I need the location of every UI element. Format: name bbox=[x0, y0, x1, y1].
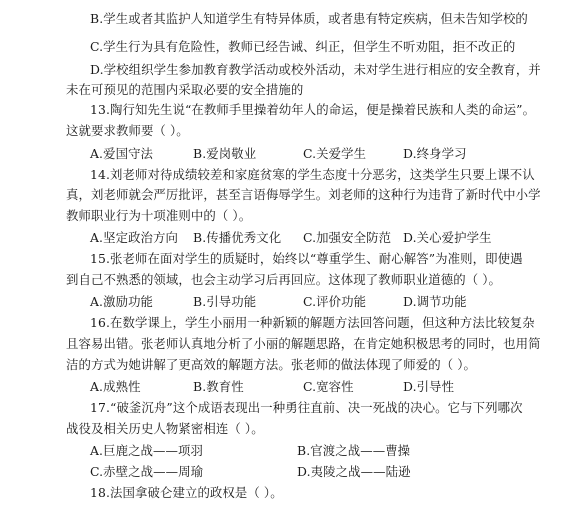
q14-option-c: C.加强安全防范 bbox=[303, 230, 392, 245]
q13-option-d: D.终身学习 bbox=[403, 146, 467, 161]
q17-stem: 17.“破釜沉舟”这个成语表现出一种勇往直前、决一死战的决心。它与下列哪次 bbox=[90, 400, 523, 415]
q15-option-d: D.调节功能 bbox=[403, 294, 467, 309]
q16-option-a: A.成熟性 bbox=[90, 379, 141, 394]
q15-stem-continued: 到自己不熟悉的领域，也会主动学习后再回应。这体现了教师职业道德的（ ）。 bbox=[66, 272, 502, 287]
q12-option-d-continued: 未在可预见的范围内采取必要的安全措施的 bbox=[66, 82, 304, 97]
q14-stem: 14.刘老师对待成绩较差和家庭贫寒的学生态度十分恶劣，这类学生只要上课不认 bbox=[90, 167, 535, 182]
q14-stem-continued-2: 教师职业行为十项准则中的（ ）。 bbox=[66, 208, 252, 223]
q18-stem: 18.法国拿破仑建立的政权是（ ）。 bbox=[90, 485, 283, 500]
q16-stem-continued-2: 洁的方式为她讲解了更高效的解题方法。张老师的做法体现了师爱的（ ）。 bbox=[66, 357, 477, 372]
q12-option-b: B.学生或者其监护人知道学生有特异体质，或者患有特定疾病，但未告知学校的 bbox=[90, 11, 528, 26]
q12-option-d: D.学校组织学生参加教育教学活动或校外活动，未对学生进行相应的安全教育，并 bbox=[90, 62, 541, 77]
q17-option-a: A.巨鹿之战——项羽 bbox=[90, 443, 204, 458]
q16-stem-continued-1: 且容易出错。张老师认真地分析了小丽的解题思路，在肯定她积极思考的同时，也用简 bbox=[66, 336, 541, 351]
q17-option-c: C.赤壁之战——周瑜 bbox=[90, 464, 204, 479]
q14-option-d: D.关心爱护学生 bbox=[403, 230, 492, 245]
q15-option-c: C.评价功能 bbox=[303, 294, 367, 309]
q17-option-b: B.官渡之战——曹操 bbox=[297, 443, 411, 458]
q13-option-b: B.爱岗敬业 bbox=[193, 146, 257, 161]
q13-option-c: C.关爱学生 bbox=[303, 146, 367, 161]
q13-stem-continued: 这就要求教师要（ ）。 bbox=[66, 123, 189, 138]
q14-option-b: B.传播优秀文化 bbox=[193, 230, 282, 245]
q15-option-b: B.引导功能 bbox=[193, 294, 257, 309]
q16-stem: 16.在数学课上，学生小丽用一种新颖的解题方法回答问题，但这种方法比较复杂 bbox=[90, 315, 535, 330]
q12-option-c: C.学生行为具有危险性，教师已经告诫、纠正，但学生不听劝阻，拒不改正的 bbox=[90, 39, 516, 54]
q13-stem: 13.陶行知先生说“在教师手里操着幼年人的命运，便是操着民族和人类的命运”。 bbox=[90, 102, 536, 117]
q16-option-c: C.宽容性 bbox=[303, 379, 354, 394]
q16-option-b: B.教育性 bbox=[193, 379, 244, 394]
q17-option-d: D.夷陵之战——陆逊 bbox=[297, 464, 411, 479]
q16-option-d: D.引导性 bbox=[403, 379, 455, 394]
q15-stem: 15.张老师在面对学生的质疑时，始终以“尊重学生、耐心解答”为准则，即使遇 bbox=[90, 251, 523, 266]
q15-option-a: A.激励功能 bbox=[90, 294, 154, 309]
q17-stem-continued: 战役及相关历史人物紧密相连（ ）。 bbox=[66, 421, 264, 436]
q14-stem-continued-1: 真，刘老师就会严厉批评，甚至言语侮辱学生。刘老师的这种行为违背了新时代中小学 bbox=[66, 187, 541, 202]
q14-option-a: A.坚定政治方向 bbox=[90, 230, 179, 245]
q13-option-a: A.爱国守法 bbox=[90, 146, 154, 161]
